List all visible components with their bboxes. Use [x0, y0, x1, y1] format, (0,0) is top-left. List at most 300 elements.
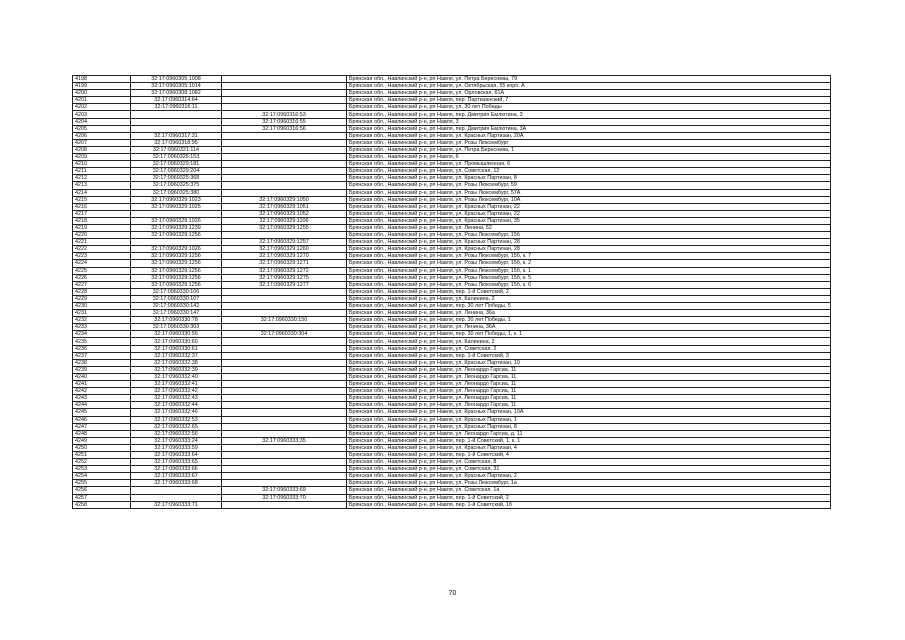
cadastral-number-cell: 32:17:0960332:53 — [131, 416, 222, 423]
related-cadastral-number-cell: 32:17:0960329:1106 — [222, 217, 347, 224]
related-cadastral-number-cell — [222, 324, 347, 331]
row-number-cell: 4211 — [73, 168, 131, 175]
registry-table-body — [73, 76, 831, 509]
related-cadastral-number-cell: 32:17:0960329:1270 — [222, 253, 347, 260]
related-cadastral-number-cell — [222, 451, 347, 458]
related-cadastral-number-cell — [222, 139, 347, 146]
cadastral-number-cell: 32:17:0960318:95 — [131, 139, 222, 146]
related-cadastral-number-cell — [222, 430, 347, 437]
address-cell: Брянская обл., Навлинский р-н, рп Навля, ул. Советская, 12 — [347, 168, 831, 175]
related-cadastral-number-cell: 32:17:0960329:1255 — [222, 224, 347, 231]
row-number-cell: 4246 — [73, 416, 131, 423]
row-number-cell: 4224 — [73, 260, 131, 267]
related-cadastral-number-cell — [222, 366, 347, 373]
table-row — [73, 416, 831, 423]
related-cadastral-number-cell — [222, 359, 347, 366]
cadastral-number-cell: 32:17:0960329:1256 — [131, 281, 222, 288]
row-number-cell: 4239 — [73, 366, 131, 373]
cadastral-number-cell: 32:17:0960332:65 — [131, 423, 222, 430]
related-cadastral-number-cell — [222, 132, 347, 139]
row-number-cell: 4252 — [73, 459, 131, 466]
row-number-cell: 4257 — [73, 494, 131, 501]
address-cell: Брянская обл., Навлинский р-н, рп Навля, ул. Розы Люксембург, 15б, к. 1 — [347, 267, 831, 274]
cadastral-number-cell: 32:17:0960329:1256 — [131, 232, 222, 239]
address-cell: Брянская обл., Навлинский р-н, рп Навля, ул. Ленина, 36А — [347, 324, 831, 331]
address-cell: Брянская обл., Навлинский р-н, рп Навля, ул. Леонардо Гарсиа, 11 — [347, 373, 831, 380]
related-cadastral-number-cell — [222, 381, 347, 388]
address-cell: Брянская обл., Навлинский р-н, рп Навля, пер. 1-й Советский, 3 — [347, 352, 831, 359]
address-cell: Брянская обл., Навлинский р-н, рп Навля, ул. Октябрьская, 55 корп. А — [347, 83, 831, 90]
address-cell: Брянская обл., Навлинский р-н, рп Навля, ул. Леонардо Гарсиа, 11 — [347, 395, 831, 402]
related-cadastral-number-cell: 32:17:0960329:1050 — [222, 196, 347, 203]
address-cell: Брянская обл., Навлинский р-н, рп Навля, ул. Красных Партизан, 22 — [347, 203, 831, 210]
cadastral-number-cell: 32:17:0960329:204 — [131, 168, 222, 175]
row-number-cell: 4248 — [73, 430, 131, 437]
related-cadastral-number-cell: 32:17:0960330:150 — [222, 317, 347, 324]
related-cadastral-number-cell — [222, 423, 347, 430]
related-cadastral-number-cell: 32:17:0960316:56 — [222, 125, 347, 132]
cadastral-number-cell: 32:17:0960329:1256 — [131, 274, 222, 281]
related-cadastral-number-cell — [222, 90, 347, 97]
address-cell: Брянская обл., Навлинский р-н, рп Навля, пер. Дмитрия Емлютина, 3 — [347, 111, 831, 118]
address-cell: Брянская обл., Навлинский р-н, рп Навля, ул. Красных Партизан, 20А — [347, 132, 831, 139]
related-cadastral-number-cell: 32:17:0960329:1277 — [222, 281, 347, 288]
address-cell: Брянская обл., Навлинский р-н, рп Навля, ул. Промышленная, 6 — [347, 161, 831, 168]
related-cadastral-number-cell: 32:17:0960333:70 — [222, 494, 347, 501]
table-row — [73, 494, 831, 501]
cadastral-number-cell: 32:17:0960330:56 — [131, 331, 222, 338]
related-cadastral-number-cell — [222, 402, 347, 409]
address-cell: Брянская обл., Навлинский р-н, рп Навля, ул. Петра Береснева, 79 — [347, 76, 831, 83]
table-row — [73, 373, 831, 380]
cadastral-number-cell: 32:17:0960330:303 — [131, 324, 222, 331]
cadastral-number-cell: 32:17:0960329:1023 — [131, 196, 222, 203]
address-cell: Брянская обл., Навлинский р-н, рп Навля, ул. Леонардо Гарсиа, 11 — [347, 366, 831, 373]
address-cell: Брянская обл., Навлинский р-н, рп Навля, пер. 1-й Советский, 2 — [347, 494, 831, 501]
table-row — [73, 288, 831, 295]
table-row — [73, 203, 831, 210]
row-number-cell: 4204 — [73, 118, 131, 125]
cadastral-number-cell: 32:17:0960332:43 — [131, 395, 222, 402]
table-row — [73, 466, 831, 473]
cadastral-number-cell: 32:17:0960330:61 — [131, 345, 222, 352]
cadastral-number-cell: 32:17:0960330:106 — [131, 288, 222, 295]
cadastral-number-cell: 32:17:0960329:1239 — [131, 224, 222, 231]
related-cadastral-number-cell — [222, 104, 347, 111]
table-row — [73, 430, 831, 437]
table-row — [73, 104, 831, 111]
table-row — [73, 168, 831, 175]
table-row — [73, 451, 831, 458]
row-number-cell: 4203 — [73, 111, 131, 118]
cadastral-number-cell: 32:17:0960308:1082 — [131, 90, 222, 97]
table-row — [73, 146, 831, 153]
table-row — [73, 317, 831, 324]
row-number-cell: 4205 — [73, 125, 131, 132]
cadastral-number-cell — [131, 487, 222, 494]
cadastral-number-cell: 32:17:0960329:1256 — [131, 260, 222, 267]
table-row — [73, 352, 831, 359]
address-cell: Брянская обл., Навлинский р-н, рп Навля, пер. 1-й Советский, 1б — [347, 501, 831, 508]
row-number-cell: 4221 — [73, 239, 131, 246]
related-cadastral-number-cell — [222, 154, 347, 161]
row-number-cell: 4198 — [73, 76, 131, 83]
related-cadastral-number-cell — [222, 175, 347, 182]
related-cadastral-number-cell: 32:17:0960329:1271 — [222, 260, 347, 267]
table-row — [73, 437, 831, 444]
related-cadastral-number-cell — [222, 473, 347, 480]
related-cadastral-number-cell — [222, 295, 347, 302]
related-cadastral-number-cell — [222, 97, 347, 104]
table-row — [73, 444, 831, 451]
related-cadastral-number-cell: 32:17:0960329:1275 — [222, 274, 347, 281]
cadastral-number-cell: 32:17:0960321:114 — [131, 146, 222, 153]
address-cell: Брянская обл., Навлинский р-н, рп Навля, ул. Ленина, 52 — [347, 224, 831, 231]
table-row — [73, 118, 831, 125]
table-row — [73, 303, 831, 310]
related-cadastral-number-cell — [222, 459, 347, 466]
cadastral-number-cell: 32:17:0960329:181 — [131, 161, 222, 168]
row-number-cell: 4215 — [73, 196, 131, 203]
row-number-cell: 4216 — [73, 203, 131, 210]
cadastral-number-cell: 32:17:0960332:37 — [131, 352, 222, 359]
table-row — [73, 111, 831, 118]
address-cell: Брянская обл., Навлинский р-н, рп Навля, пер. 1-й Советский, 4 — [347, 451, 831, 458]
row-number-cell: 4242 — [73, 388, 131, 395]
cadastral-number-cell: 32:17:0960329:1026 — [131, 217, 222, 224]
address-cell: Брянская обл., Навлинский р-н, рп Навля, ул. Калинина, 2 — [347, 295, 831, 302]
address-cell: Брянская обл., Навлинский р-н, рп Навля, ул. Калинина, 2 — [347, 338, 831, 345]
address-cell: Брянская обл., Навлинский р-н, рп Навля, ул. Красных Партизан, 28 — [347, 246, 831, 253]
table-row — [73, 331, 831, 338]
address-cell: Брянская обл., Навлинский р-н, рп Навля, ул. Розы Люксембург, 59 — [347, 182, 831, 189]
cadastral-number-cell: 32:17:0960329:1025 — [131, 203, 222, 210]
address-cell: Брянская обл., Навлинский р-н, рп Навля, пер. Дмитрия Емлютина, 3А — [347, 125, 831, 132]
row-number-cell: 4228 — [73, 288, 131, 295]
row-number-cell: 4201 — [73, 97, 131, 104]
related-cadastral-number-cell — [222, 501, 347, 508]
table-row — [73, 139, 831, 146]
table-row — [73, 324, 831, 331]
table-row — [73, 125, 831, 132]
cadastral-number-cell — [131, 210, 222, 217]
table-row — [73, 395, 831, 402]
row-number-cell: 4233 — [73, 324, 131, 331]
address-cell: Брянская обл., Навлинский р-н, рп Навля, пер. 30 лет Победы, 1 — [347, 317, 831, 324]
table-row — [73, 281, 831, 288]
table-row — [73, 189, 831, 196]
table-row — [73, 359, 831, 366]
table-row — [73, 381, 831, 388]
cadastral-number-cell: 32:17:0960333:68 — [131, 480, 222, 487]
row-number-cell: 4232 — [73, 317, 131, 324]
row-number-cell: 4223 — [73, 253, 131, 260]
related-cadastral-number-cell: 32:17:0960329:1260 — [222, 246, 347, 253]
cadastral-number-cell: 32:17:0960333:66 — [131, 466, 222, 473]
cadastral-number-cell: 32:17:0960305:1014 — [131, 83, 222, 90]
related-cadastral-number-cell: 32:17:0960329:1272 — [222, 267, 347, 274]
address-cell: Брянская обл., Навлинский р-н, рп Навля, 6 — [347, 154, 831, 161]
row-number-cell: 4236 — [73, 345, 131, 352]
row-number-cell: 4241 — [73, 381, 131, 388]
related-cadastral-number-cell — [222, 303, 347, 310]
row-number-cell: 4238 — [73, 359, 131, 366]
table-row — [73, 501, 831, 508]
table-row — [73, 232, 831, 239]
table-row — [73, 260, 831, 267]
row-number-cell: 4209 — [73, 154, 131, 161]
row-number-cell: 4250 — [73, 444, 131, 451]
address-cell: Брянская обл., Навлинский р-н, рп Навля, ул. Розы Люксембург, 57А — [347, 189, 831, 196]
table-row — [73, 253, 831, 260]
row-number-cell: 4253 — [73, 466, 131, 473]
row-number-cell: 4258 — [73, 501, 131, 508]
cadastral-number-cell: 32:17:0960333:71 — [131, 501, 222, 508]
related-cadastral-number-cell: 32:17:0960329:1051 — [222, 203, 347, 210]
related-cadastral-number-cell: 32:17:0960316:55 — [222, 118, 347, 125]
related-cadastral-number-cell — [222, 388, 347, 395]
row-number-cell: 4249 — [73, 437, 131, 444]
cadastral-number-cell: 32:17:0960325:375 — [131, 182, 222, 189]
table-row — [73, 366, 831, 373]
table-row — [73, 388, 831, 395]
address-cell: Брянская обл., Навлинский р-н, рп Навля, ул. Советская, 8 — [347, 459, 831, 466]
table-row — [73, 175, 831, 182]
address-cell: Брянская обл., Навлинский р-н, рп Навля, ул. Розы Люксембург, 10А — [347, 196, 831, 203]
row-number-cell: 4244 — [73, 402, 131, 409]
row-number-cell: 4255 — [73, 480, 131, 487]
cadastral-number-cell: 32:17:0960329:1026 — [131, 246, 222, 253]
row-number-cell: 4251 — [73, 451, 131, 458]
row-number-cell: 4207 — [73, 139, 131, 146]
address-cell: Брянская обл., Навлинский р-н, рп Навля, ул. Ленина, 36а — [347, 310, 831, 317]
address-cell: Брянская обл., Навлинский р-н, рп Навля, ул. Леонардо Гарсиа, 11 — [347, 388, 831, 395]
table-row — [73, 132, 831, 139]
row-number-cell: 4212 — [73, 175, 131, 182]
address-cell: Брянская обл., Навлинский р-н, рп Навля, ул. Красных Партизан, 1 — [347, 416, 831, 423]
address-cell: Брянская обл., Навлинский р-н, рп Навля, ул. Советская, 1а — [347, 487, 831, 494]
related-cadastral-number-cell — [222, 76, 347, 83]
table-row — [73, 196, 831, 203]
cadastral-number-cell: 32:17:0960329:1256 — [131, 253, 222, 260]
address-cell: Брянская обл., Навлинский р-н, рп Навля, ул. Красных Партизан, 2 — [347, 473, 831, 480]
address-cell: Брянская обл., Навлинский р-н, рп Навля, ул. 30 лет Победы — [347, 104, 831, 111]
row-number-cell: 4222 — [73, 246, 131, 253]
row-number-cell: 4217 — [73, 210, 131, 217]
cadastral-number-cell: 32:17:0960316:11 — [131, 104, 222, 111]
row-number-cell: 4235 — [73, 338, 131, 345]
related-cadastral-number-cell: 32:17:0960333:35 — [222, 437, 347, 444]
cadastral-number-cell: 32:17:0960332:38 — [131, 359, 222, 366]
address-cell: Брянская обл., Навлинский р-н, рп Навля, ул. Красных Партизан, 8 — [347, 423, 831, 430]
row-number-cell: 4206 — [73, 132, 131, 139]
related-cadastral-number-cell — [222, 288, 347, 295]
address-cell: Брянская обл., Навлинский р-н, рп Навля, ул. Петра Береснева, 1 — [347, 146, 831, 153]
related-cadastral-number-cell — [222, 345, 347, 352]
related-cadastral-number-cell — [222, 182, 347, 189]
table-row — [73, 423, 831, 430]
related-cadastral-number-cell — [222, 83, 347, 90]
related-cadastral-number-cell: 32:17:0960330:304 — [222, 331, 347, 338]
address-cell: Брянская обл., Навлинский р-н, рп Навля, ул. Розы Люксембург, 15б, к. 6 — [347, 281, 831, 288]
related-cadastral-number-cell — [222, 146, 347, 153]
row-number-cell: 4218 — [73, 217, 131, 224]
row-number-cell: 4208 — [73, 146, 131, 153]
related-cadastral-number-cell: 32:17:0960316:53 — [222, 111, 347, 118]
page-number: 70 — [448, 590, 457, 597]
cadastral-number-cell: 32:17:0960325:368 — [131, 175, 222, 182]
row-number-cell: 4245 — [73, 409, 131, 416]
cadastral-number-cell: 32:17:0960330:78 — [131, 317, 222, 324]
address-cell: Брянская обл., Навлинский р-н, рп Навля, ул. Розы Люксембург, 15б, к. 7 — [347, 253, 831, 260]
cadastral-number-cell: 32:17:0960332:44 — [131, 402, 222, 409]
address-cell: Брянская обл., Навлинский р-н, рп Навля, ул. Красных Партизан, 10 — [347, 359, 831, 366]
table-row — [73, 402, 831, 409]
table-row — [73, 83, 831, 90]
address-cell: Брянская обл., Навлинский р-н, рп Навля, ул. Красных Партизан, 22 — [347, 210, 831, 217]
row-number-cell: 4202 — [73, 104, 131, 111]
address-cell: Брянская обл., Навлинский р-н, рп Навля, ул. Леонардо Гарсиа, 11 — [347, 402, 831, 409]
cadastral-number-cell: 32:17:0960329:1256 — [131, 267, 222, 274]
address-cell: Брянская обл., Навлинский р-н, рп Навля, ул. Советская, 31 — [347, 466, 831, 473]
cadastral-number-cell: 32:17:0960332:46 — [131, 409, 222, 416]
cadastral-number-cell — [131, 118, 222, 125]
table-row — [73, 210, 831, 217]
address-cell: Брянская обл., Навлинский р-н, рп Навля, пер. Партизанский, 7 — [347, 97, 831, 104]
table-row — [73, 295, 831, 302]
related-cadastral-number-cell — [222, 161, 347, 168]
related-cadastral-number-cell: 32:17:0960329:1052 — [222, 210, 347, 217]
address-cell: Брянская обл., Навлинский р-н, рп Навля, пер. 1-й Советский, 2 — [347, 288, 831, 295]
table-row — [73, 76, 831, 83]
table-row — [73, 224, 831, 231]
address-cell: Брянская обл., Навлинский р-н, рп Навля, ул. Розы Люксембург, 1а — [347, 480, 831, 487]
table-row — [73, 239, 831, 246]
table-row — [73, 345, 831, 352]
address-cell: Брянская обл., Навлинский р-н, рп Навля, ул. Красных Партизан, 10А — [347, 409, 831, 416]
address-cell: Брянская обл., Навлинский р-н, рп Навля, ул. Красных Партизан, 4 — [347, 444, 831, 451]
table-row — [73, 338, 831, 345]
row-number-cell: 4230 — [73, 303, 131, 310]
cadastral-number-cell: 32:17:0960330:147 — [131, 310, 222, 317]
table-row — [73, 267, 831, 274]
related-cadastral-number-cell — [222, 310, 347, 317]
table-row — [73, 473, 831, 480]
address-cell: Брянская обл., Навлинский р-н, рп Навля, ул. Красных Партизан, 8 — [347, 175, 831, 182]
cadastral-number-cell: 32:17:0960330:107 — [131, 295, 222, 302]
cadastral-number-cell: 32:17:0960325:380 — [131, 189, 222, 196]
table-row — [73, 246, 831, 253]
address-cell: Брянская обл., Навлинский р-н, рп Навля, ул. Розы Люксембург, 15б — [347, 232, 831, 239]
row-number-cell: 4243 — [73, 395, 131, 402]
row-number-cell: 4199 — [73, 83, 131, 90]
row-number-cell: 4240 — [73, 373, 131, 380]
address-cell: Брянская обл., Навлинский р-н, рп Навля, пер. 30 лет Победы, 5 — [347, 303, 831, 310]
address-cell: Брянская обл., Навлинский р-н, рп Навля, ул. Леонардо Гарсиа, 11 — [347, 381, 831, 388]
table-row — [73, 217, 831, 224]
row-number-cell: 4220 — [73, 232, 131, 239]
cadastral-number-cell: 32:17:0960314:64 — [131, 97, 222, 104]
table-row — [73, 274, 831, 281]
registry-table — [72, 75, 831, 509]
address-cell: Брянская обл., Навлинский р-н, рп Навля, ул. Розы Люксембург — [347, 139, 831, 146]
address-cell: Брянская обл., Навлинский р-н, рп Навля, ул. Розы Люксембург, 15б, к. 2 — [347, 260, 831, 267]
row-number-cell: 4210 — [73, 161, 131, 168]
cadastral-number-cell: 32:17:0960305:1008 — [131, 76, 222, 83]
address-cell: Брянская обл., Навлинский р-н, рп Навля, ул. Орловская, 61А — [347, 90, 831, 97]
cadastral-number-cell: 32:17:0960332:41 — [131, 381, 222, 388]
related-cadastral-number-cell: 32:17:0960333:69 — [222, 487, 347, 494]
related-cadastral-number-cell — [222, 480, 347, 487]
cadastral-number-cell: 32:17:0960333:59 — [131, 444, 222, 451]
table-row — [73, 154, 831, 161]
table-row — [73, 310, 831, 317]
row-number-cell: 4226 — [73, 274, 131, 281]
address-cell: Брянская обл., Навлинский р-н, рп Навля, пер. 1-й Советский, 1, к. 1 — [347, 437, 831, 444]
table-row — [73, 409, 831, 416]
row-number-cell: 4214 — [73, 189, 131, 196]
related-cadastral-number-cell — [222, 168, 347, 175]
table-row — [73, 487, 831, 494]
row-number-cell: 4231 — [73, 310, 131, 317]
address-cell: Брянская обл., Навлинский р-н, рп Навля, ул. Розы Люксембург, 15б, к. 5 — [347, 274, 831, 281]
table-row — [73, 459, 831, 466]
row-number-cell: 4200 — [73, 90, 131, 97]
related-cadastral-number-cell — [222, 232, 347, 239]
related-cadastral-number-cell — [222, 373, 347, 380]
row-number-cell: 4225 — [73, 267, 131, 274]
address-cell: Брянская обл., Навлинский р-н, рп Навля, ул. Советская, 2 — [347, 345, 831, 352]
related-cadastral-number-cell — [222, 189, 347, 196]
address-cell: Брянская обл., Навлинский р-н, рп Навля, ул. Леонардо Гарсиа, д. 11 — [347, 430, 831, 437]
row-number-cell: 4247 — [73, 423, 131, 430]
row-number-cell: 4254 — [73, 473, 131, 480]
related-cadastral-number-cell — [222, 352, 347, 359]
row-number-cell: 4229 — [73, 295, 131, 302]
cadastral-number-cell: 32:17:0960317:31 — [131, 132, 222, 139]
cadastral-number-cell: 32:17:0960333:64 — [131, 451, 222, 458]
row-number-cell: 4237 — [73, 352, 131, 359]
cadastral-number-cell: 32:17:0960332:39 — [131, 366, 222, 373]
address-cell: Брянская обл., Навлинский р-н, рп Навля, ул. Красных Партизан, 35 — [347, 217, 831, 224]
address-cell: Брянская обл., Навлинский р-н, рп Навля, ул. Красных Партизан, 28 — [347, 239, 831, 246]
cadastral-number-cell — [131, 494, 222, 501]
related-cadastral-number-cell — [222, 409, 347, 416]
cadastral-number-cell: 32:17:0960330:60 — [131, 338, 222, 345]
cadastral-number-cell: 32:17:0960333:65 — [131, 459, 222, 466]
cadastral-number-cell: 32:17:0960332:42 — [131, 388, 222, 395]
cadastral-number-cell — [131, 111, 222, 118]
row-number-cell: 4256 — [73, 487, 131, 494]
table-row — [73, 182, 831, 189]
related-cadastral-number-cell — [222, 416, 347, 423]
related-cadastral-number-cell — [222, 466, 347, 473]
address-cell: Брянская обл., Навлинский р-н, рп Навля, 3 — [347, 118, 831, 125]
cadastral-number-cell: 32:17:0960333:24 — [131, 437, 222, 444]
related-cadastral-number-cell — [222, 338, 347, 345]
row-number-cell: 4213 — [73, 182, 131, 189]
table-row — [73, 161, 831, 168]
row-number-cell: 4219 — [73, 224, 131, 231]
cadastral-number-cell: 32:17:0960332:40 — [131, 373, 222, 380]
row-number-cell: 4234 — [73, 331, 131, 338]
related-cadastral-number-cell — [222, 444, 347, 451]
cadastral-number-cell: 32:17:0960333:67 — [131, 473, 222, 480]
table-row — [73, 480, 831, 487]
cadastral-number-cell — [131, 125, 222, 132]
cadastral-number-cell — [131, 239, 222, 246]
cadastral-number-cell: 32:17:0960332:56 — [131, 430, 222, 437]
